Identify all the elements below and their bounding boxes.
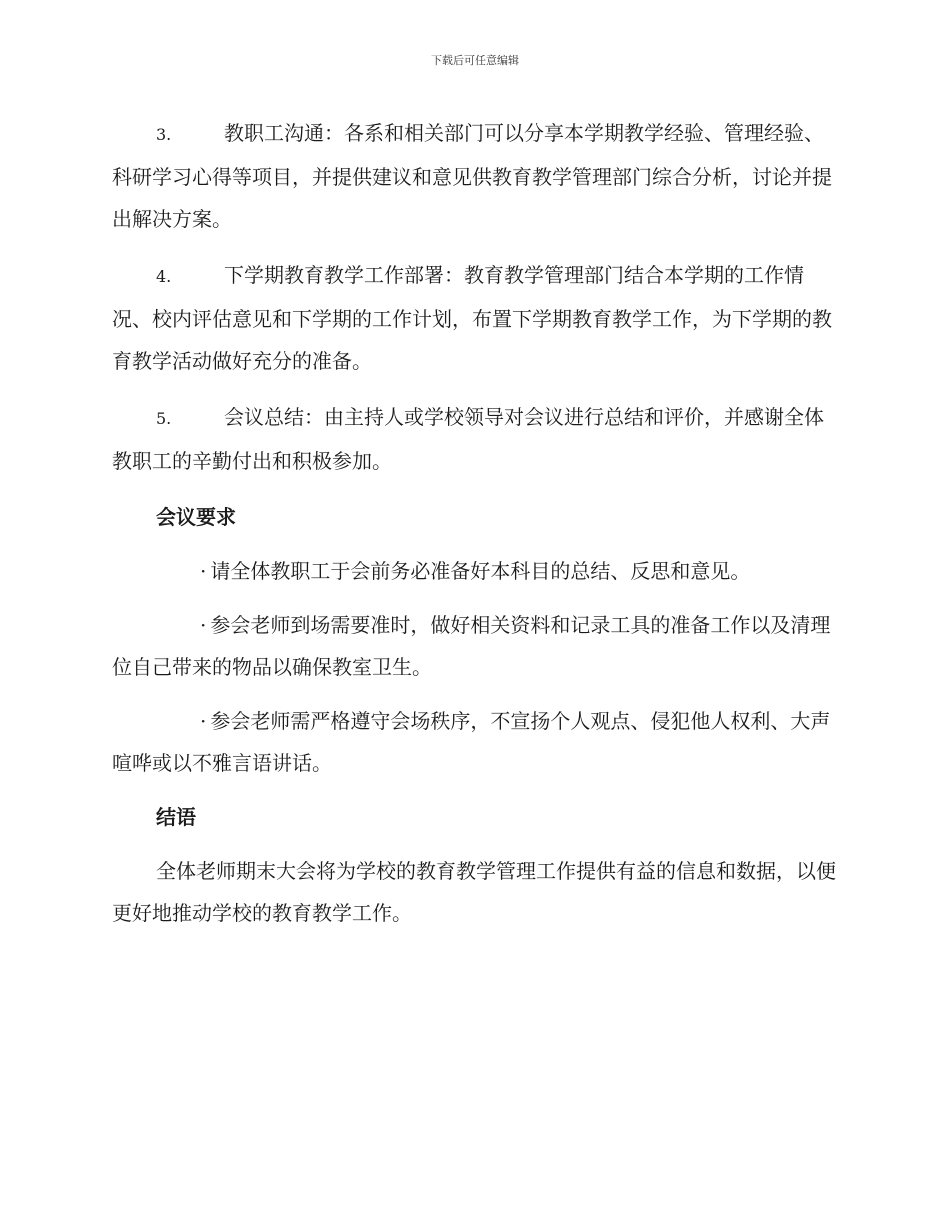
section-heading-requirements: 会议要求 (156, 505, 236, 529)
agenda-item-3 (112, 112, 838, 240)
requirement-item (112, 550, 838, 592)
item-text: 教职工沟通：各系和相关部门可以分享本学期教学经验、管理经验、科研学习心得等项目，并提供建议和意见供教育教学管理部门综合分析，讨论并提出解决方案。 (112, 121, 832, 231)
page-header-note: 下载后可任意编辑 (431, 54, 519, 67)
section-heading-conclusion: 结语 (156, 805, 196, 829)
item-text: 下学期教育教学工作部署：教育教学管理部门结合本学期的工作情况、校内评估意见和下学期的工作计划，布置下学期教育教学工作，为下学期的教育教学活动做好充分的准备。 (112, 263, 832, 373)
requirement-text: 参会老师需严格遵守会场秩序，不宣扬个人观点、侵犯他人权利、大声喧哗或以不雅言语讲话。 (112, 709, 831, 775)
requirement-text: 请全体教职工于会前务必准备好本科目的总结、反思和意见。 (210, 559, 751, 583)
item-number: 4. (156, 267, 172, 286)
bullet-icon: · (200, 559, 207, 583)
agenda-item-4 (112, 254, 838, 382)
bullet-icon: · (200, 709, 207, 733)
requirement-item (112, 700, 838, 784)
requirement-text: 参会老师到场需要准时，做好相关资料和记录工具的准备工作以及清理位自己带来的物品以确保教室卫生。 (112, 613, 831, 679)
bullet-icon: · (200, 613, 207, 637)
agenda-item-5 (112, 396, 838, 482)
item-text: 会议总结：由主持人或学校领导对会议进行总结和评价，并感谢全体教职工的辛勤付出和积极参加。 (112, 405, 824, 473)
document-body (112, 112, 838, 946)
item-number: 3. (156, 125, 172, 144)
conclusion-paragraph: 全体老师期末大会将为学校的教育教学管理工作提供有益的信息和数据，以便更好地推动学校的教育教学工作。 (112, 859, 836, 925)
requirement-item (112, 604, 838, 688)
item-number: 5. (156, 409, 172, 428)
